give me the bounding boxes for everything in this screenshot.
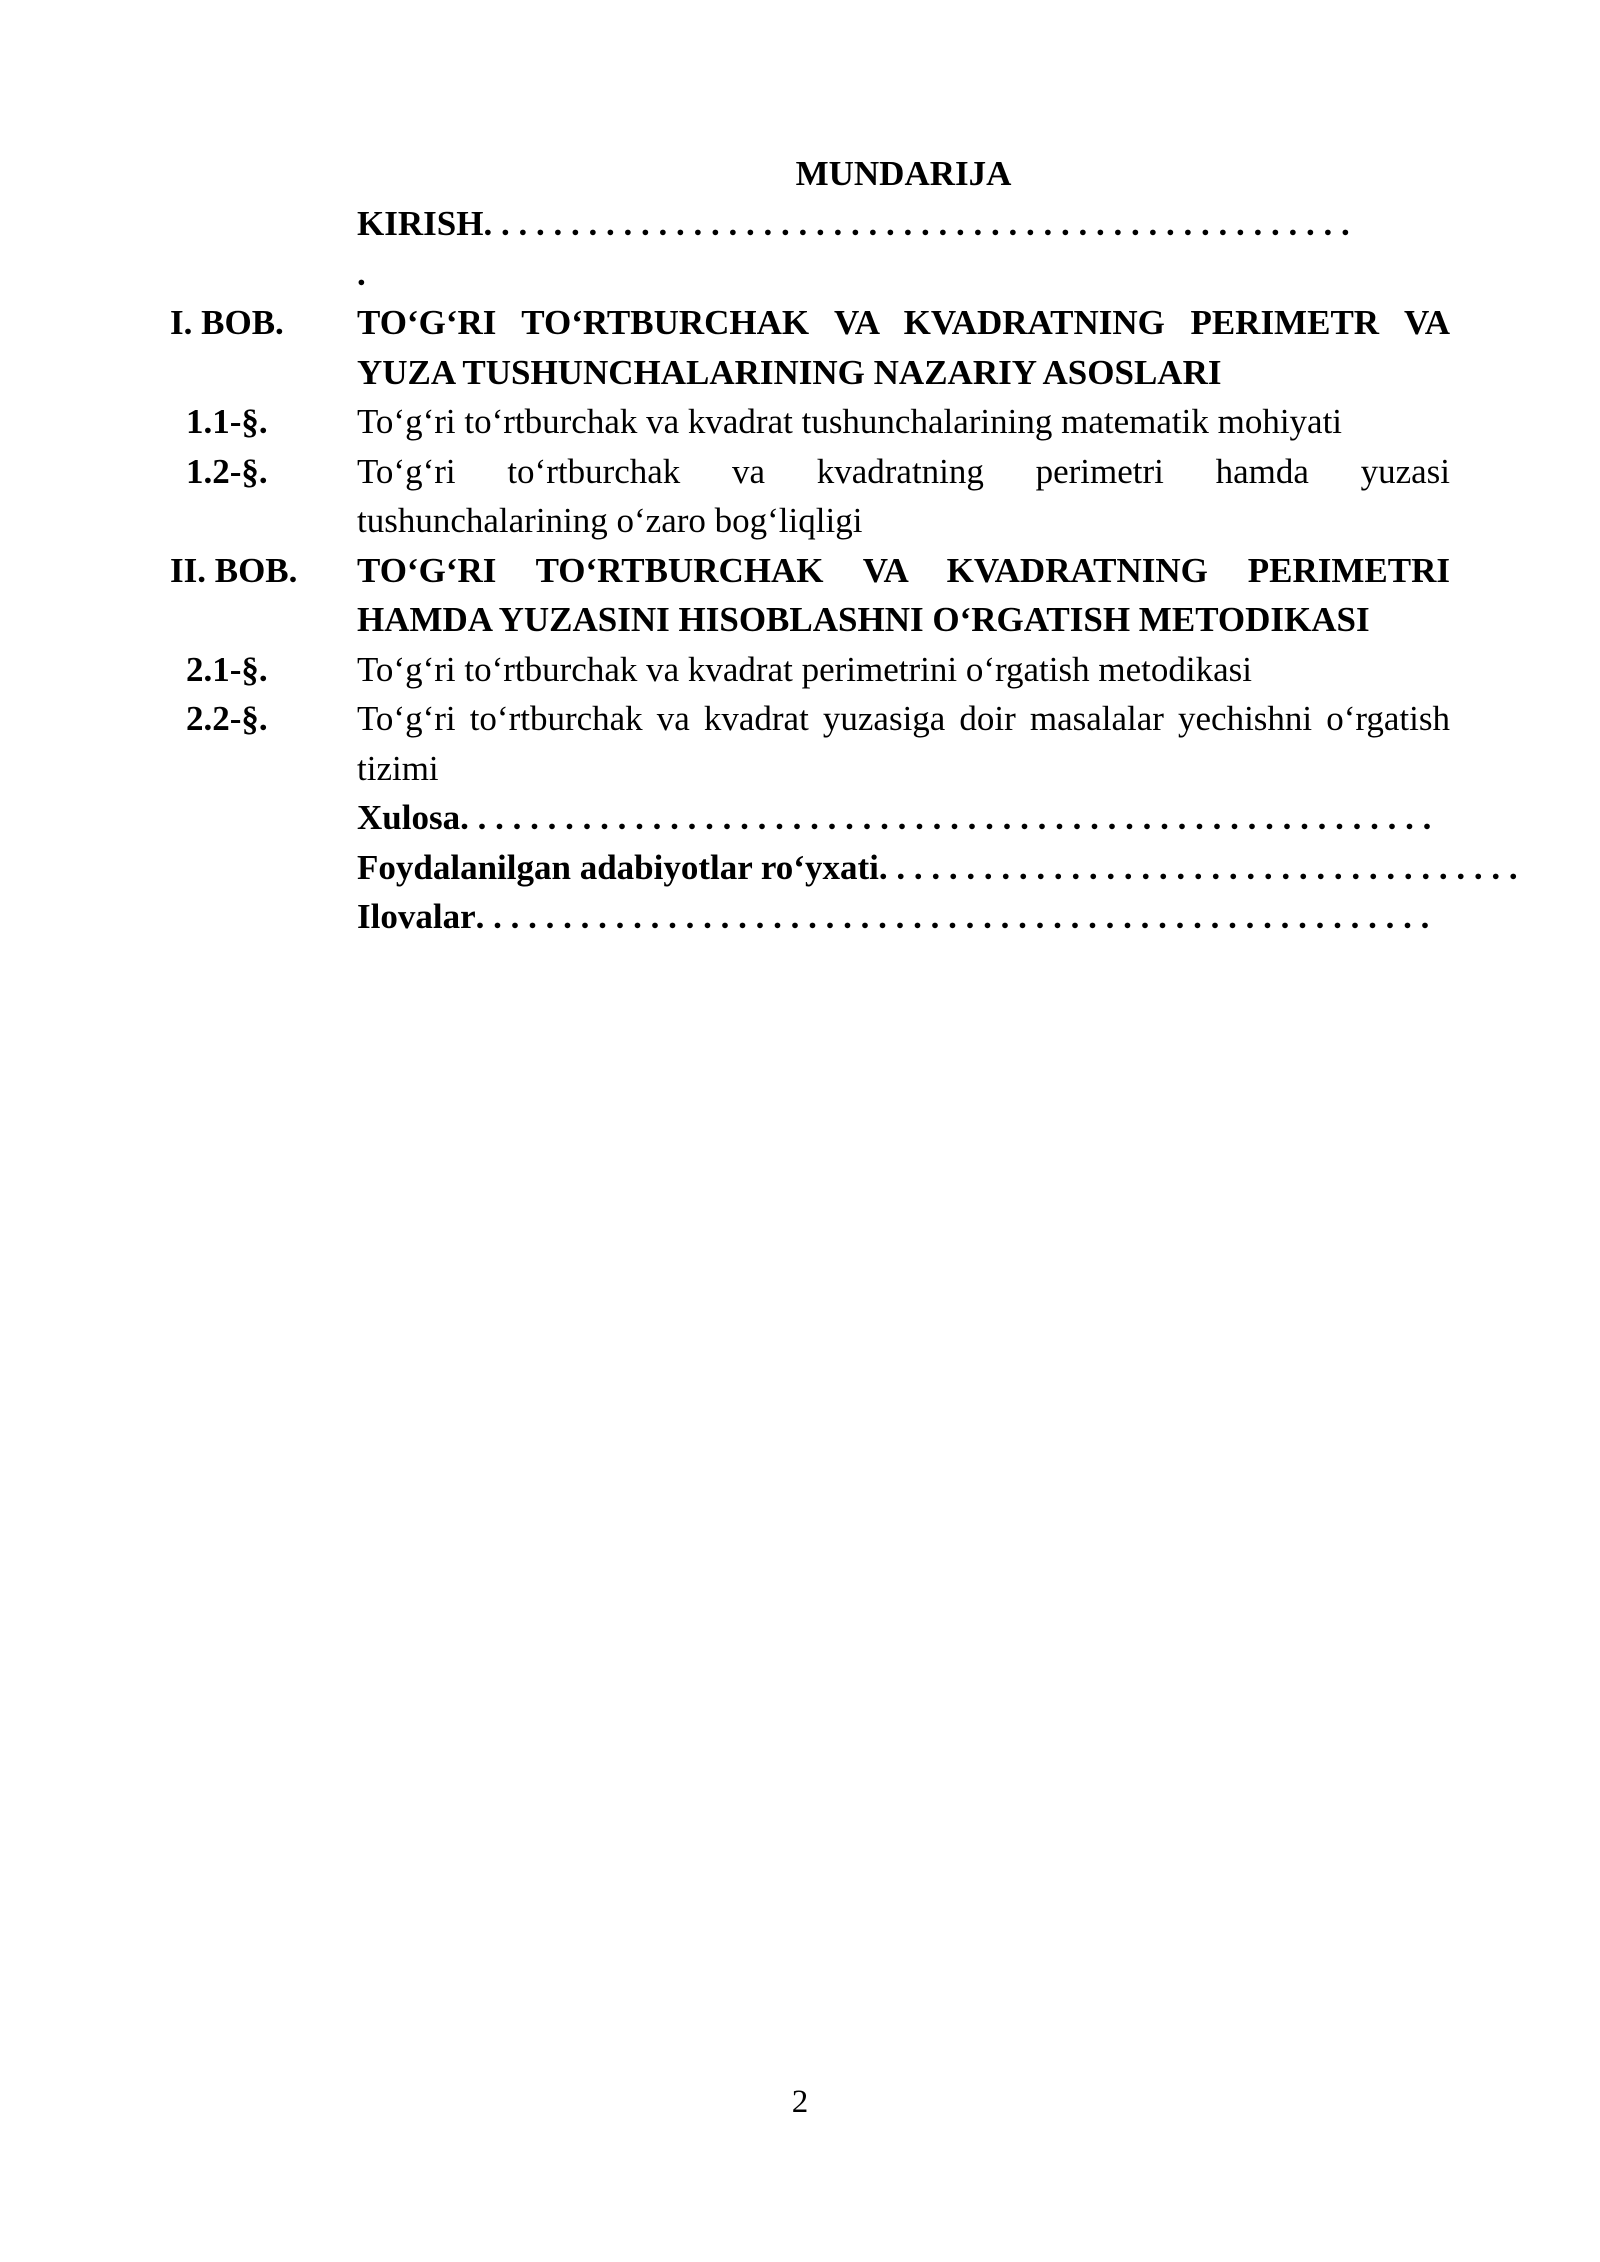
dot-leader: . . . . . . . . . . . . . . . . . . . . . . . . . . . . . . . . . . . . . bbox=[878, 847, 1518, 887]
toc-entry-section-1-1 bbox=[170, 397, 1450, 447]
toc-entry-text: To‘g‘ri to‘rtburchak va kvadrat tushunchalarining matematik mohiyati bbox=[357, 402, 1343, 441]
toc-entry-text: Ilovalar bbox=[357, 897, 476, 936]
toc-entry-section-2-1 bbox=[170, 645, 1450, 695]
dot-leader: . . . . . . . . . . . . . . . . . . . . . . . . . . . . . . . . . . . . . . . . . . . . . . . . . . . . . . . bbox=[475, 897, 1430, 936]
toc-entry-number: 2.2-§. bbox=[186, 699, 268, 738]
toc-entry-number: I. BOB. bbox=[170, 303, 284, 342]
toc-entry-section-2-2 bbox=[170, 694, 1450, 793]
dot-leader: . . . . . . . . . . . . . . . . . . . . . . . . . . . . . . . . . . . . . . . . . . . . . . . . . . bbox=[483, 204, 1350, 243]
table-of-contents bbox=[170, 199, 1518, 942]
toc-entry-text: To‘g‘ri to‘rtburchak va kvadratning perimetri hamda yuzasi tushunchalarining o‘zaro bog‘liqligi bbox=[357, 451, 1450, 540]
toc-entry-text: To‘g‘ri to‘rtburchak va kvadrat yuzasiga doir masalalar yechishni o‘rgatish tizimi bbox=[357, 699, 1450, 788]
toc-title: MUNDARIJA bbox=[795, 154, 1012, 193]
toc-entry-chapter-1 bbox=[170, 298, 1450, 397]
toc-entry-appendices bbox=[170, 892, 1450, 942]
toc-entry-chapter-2 bbox=[170, 546, 1450, 645]
page-number: 2 bbox=[791, 2084, 809, 2120]
toc-entry-text: TO‘G‘RI TO‘RTBURCHAK VA KVADRATNING PERIMETRI HAMDA YUZASINI HISOBLASHNI O‘RGATISH METODIKASI bbox=[357, 550, 1450, 639]
toc-entry-xulosa bbox=[170, 793, 1450, 843]
toc-entry-number bbox=[170, 843, 357, 893]
toc-entry-text: TO‘G‘RI TO‘RTBURCHAK VA KVADRATNING PERIMETR VA YUZA TUSHUNCHALARINING NAZARIY ASOSLARI bbox=[357, 303, 1450, 392]
toc-entry-number bbox=[170, 892, 357, 942]
dot-leader: . . . . . . . . . . . . . . . . . . . . . . . . . . . . . . . . . . . . . . . . . . . . . . . . . . . . . . . . bbox=[460, 798, 1432, 837]
toc-entry-text: To‘g‘ri to‘rtburchak va kvadrat perimetrini o‘rgatish metodikasi bbox=[357, 649, 1252, 689]
toc-entry-text: KIRISH bbox=[357, 204, 484, 243]
toc-entry-section-1-2 bbox=[170, 447, 1450, 546]
toc-entry-number bbox=[170, 199, 357, 298]
toc-entry-text: Xulosa bbox=[357, 798, 461, 837]
toc-entry-kirish bbox=[170, 199, 1450, 298]
toc-entry-number: 1.2-§. bbox=[186, 451, 268, 491]
toc-entry-references bbox=[170, 843, 1518, 893]
dot-leader-tail: . bbox=[357, 253, 366, 293]
toc-entry-number: 1.1-§. bbox=[186, 402, 268, 441]
toc-entry-number: II. BOB. bbox=[170, 550, 298, 590]
toc-entry-number: 2.1-§. bbox=[186, 649, 268, 689]
toc-entry-number bbox=[170, 793, 357, 843]
toc-entry-text: Foydalanilgan adabiyotlar ro‘yxati bbox=[357, 847, 879, 887]
